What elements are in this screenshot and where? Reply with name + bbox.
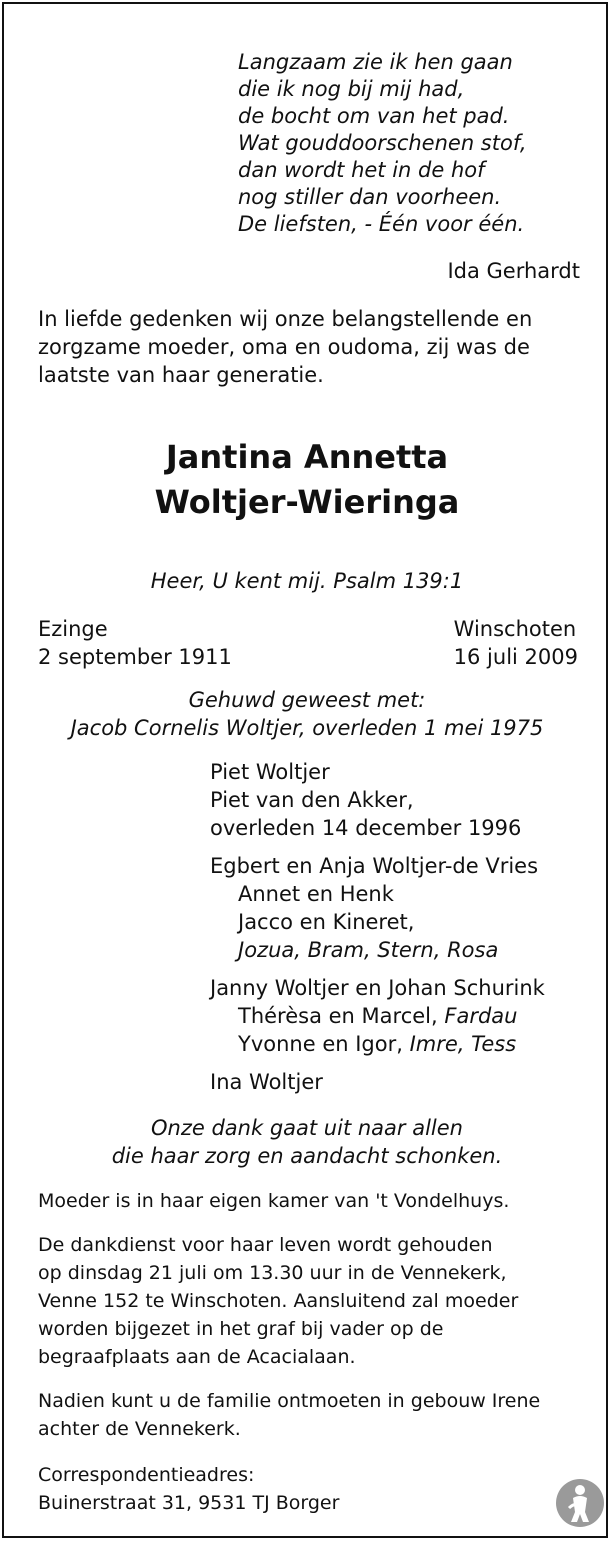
service-info — [38, 1231, 518, 1371]
family-member-name: Yvonne en Igor, — [238, 1032, 403, 1056]
service-line: op dinsdag 21 juli om 13.30 uur in de Vennekerk, — [38, 1262, 507, 1284]
married-spouse: Jacob Cornelis Woltjer, overleden 1 mei 1975 — [70, 716, 544, 740]
grandchildren: Fardau — [444, 1004, 518, 1028]
death-place: Winschoten — [453, 617, 577, 641]
service-line: begraafplaats aan de Acacialaan. — [38, 1346, 356, 1368]
family-member: Janny Woltjer en Johan Schurink — [210, 976, 545, 1000]
married-section — [4, 686, 610, 742]
poem-line: Langzaam zie ik hen gaan — [238, 50, 513, 74]
obituary-card — [2, 2, 608, 1538]
death-date: 16 juli 2009 — [453, 645, 578, 669]
family-member: Piet van den Akker, — [210, 788, 414, 812]
family-member — [210, 1002, 545, 1030]
deceased-name-first: Jantina Annetta — [165, 438, 449, 476]
poem-line: de bocht om van het pad. — [238, 104, 510, 128]
poem-line: Wat gouddoorschenen stof, — [238, 131, 527, 155]
family-member-name: Thérèsa en Marcel, — [238, 1004, 438, 1028]
address-label: Correspondentieadres: — [38, 1464, 255, 1486]
family-member: Jacco en Kineret, — [238, 910, 415, 934]
family-member: Egbert en Anja Woltjer-de Vries — [210, 854, 539, 878]
service-line: Venne 152 te Winschoten. Aansluitend zal moeder — [38, 1290, 519, 1312]
family-group-4 — [210, 1068, 323, 1096]
intro-text: In liefde gedenken wij onze belangstellende en zorgzame moeder, oma en oudoma, zij was de laatste van haar generatie. — [38, 307, 533, 387]
address-value: Buinerstraat 31, 9531 TJ Borger — [38, 1492, 340, 1514]
thanks-line: die haar zorg en aandacht schonken. — [111, 1144, 503, 1168]
family-group-3 — [210, 974, 545, 1058]
family-member: Piet Woltjer — [210, 760, 330, 784]
poem-line: De liefsten, - Één voor één. — [238, 212, 525, 236]
thanks-section — [4, 1114, 610, 1170]
logo-head — [575, 1485, 585, 1495]
correspondence-address — [38, 1461, 339, 1517]
family-member: overleden 14 december 1996 — [210, 816, 522, 840]
meeting-line: Nadien kunt u de familie ontmoeten in gebouw Irene — [38, 1390, 541, 1412]
service-line: De dankdienst voor haar leven wordt gehouden — [38, 1234, 493, 1256]
married-label: Gehuwd geweest met: — [188, 688, 426, 712]
deceased-name-last: Woltjer-Wieringa — [154, 483, 460, 521]
room-info: Moeder is in haar eigen kamer van 't Vondelhuys. — [38, 1190, 510, 1212]
birth-date: 2 september 1911 — [38, 645, 232, 669]
poem — [238, 49, 527, 238]
poem-author: Ida Gerhardt — [447, 259, 580, 283]
poem-line: nog stiller dan voorheen. — [238, 185, 502, 209]
meeting-line: achter de Vennekerk. — [38, 1418, 241, 1440]
family-group-1 — [210, 758, 521, 842]
death-info — [454, 615, 578, 671]
family-group-2 — [210, 852, 538, 964]
family-member: Ina Woltjer — [210, 1070, 323, 1094]
birth-info — [38, 615, 232, 671]
poem-line: dan wordt het in de hof — [238, 158, 485, 182]
thanks-line: Onze dank gaat uit naar allen — [151, 1116, 463, 1140]
grandchildren: Imre, Tess — [409, 1032, 517, 1056]
grandchildren: Jozua, Bram, Stern, Rosa — [238, 938, 499, 962]
family-member — [210, 1030, 545, 1058]
bible-verse: Heer, U kent mij. Psalm 139:1 — [150, 569, 464, 593]
service-line: worden bijgezet in het graf bij vader op de — [38, 1318, 444, 1340]
poem-line: die ik nog bij mij had, — [238, 77, 465, 101]
family-member: Annet en Henk — [238, 882, 394, 906]
meeting-info — [38, 1387, 540, 1443]
birth-place: Ezinge — [38, 617, 108, 641]
memorial-logo-icon — [555, 1478, 605, 1528]
